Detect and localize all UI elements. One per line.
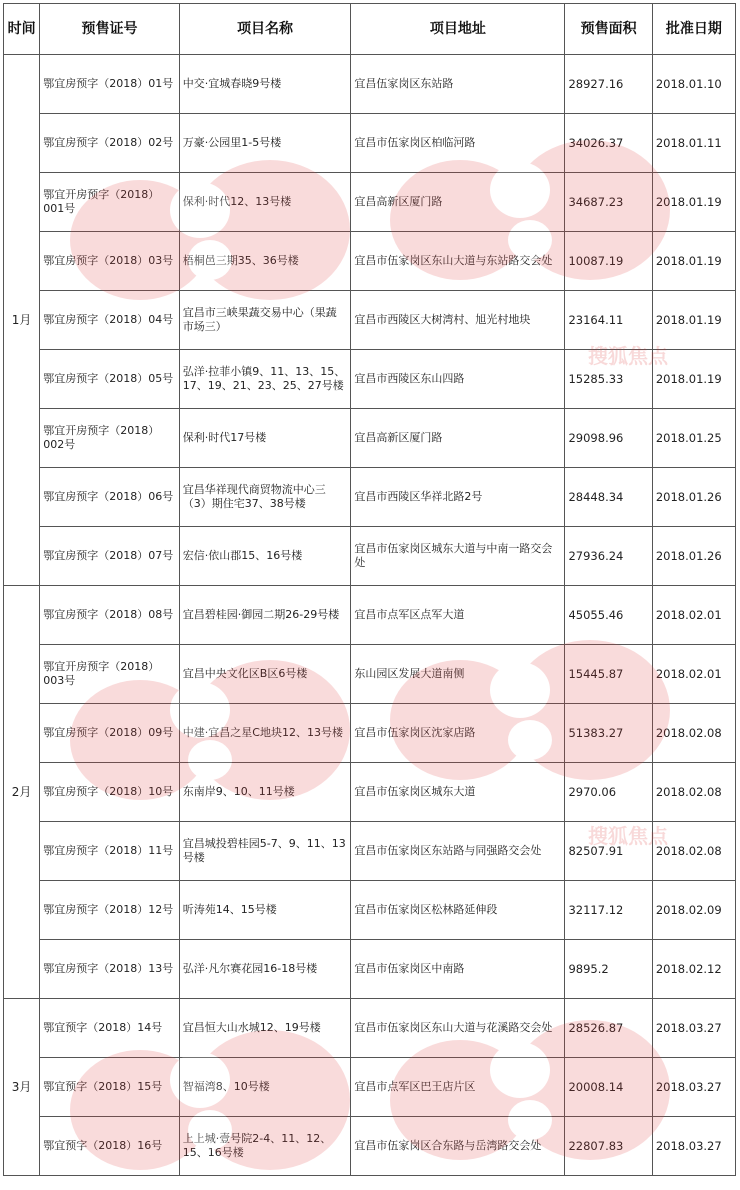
header-project-address: 项目地址: [351, 4, 565, 55]
table-row: [4, 350, 736, 409]
project-name-cell: 中建·宜昌之星C地块12、13号楼: [179, 704, 351, 763]
presale-area-cell: 32117.12: [565, 881, 652, 940]
cert-no-cell: 鄂宜房预字（2018）01号: [40, 55, 180, 114]
project-address-cell: 宜昌市伍家岗区合东路与岳湾路交会处: [351, 1117, 565, 1176]
presale-area-cell: 34026.37: [565, 114, 652, 173]
project-name-cell: 东南岸9、10、11号楼: [179, 763, 351, 822]
project-address-cell: 宜昌市点军区巴王店片区: [351, 1058, 565, 1117]
approval-date-cell: 2018.03.27: [652, 1058, 735, 1117]
approval-date-cell: 2018.01.25: [652, 409, 735, 468]
table-row: [4, 704, 736, 763]
project-address-cell: 宜昌市西陵区华祥北路2号: [351, 468, 565, 527]
approval-date-cell: 2018.01.26: [652, 527, 735, 586]
watermark-text: 搜狐焦点: [588, 344, 668, 368]
project-address-cell: 宜昌市伍家岗区城东大道: [351, 763, 565, 822]
cert-no-cell: 鄂宜房预字（2018）05号: [40, 350, 180, 409]
presale-area-cell: 15445.87: [565, 645, 652, 704]
project-name-cell: 上上城·壹号院2-4、11、12、15、16号楼: [179, 1117, 351, 1176]
presale-area-cell: 22807.83: [565, 1117, 652, 1176]
watermark-text: 搜狐焦点: [588, 824, 668, 848]
cert-no-cell: 鄂宜房预字（2018）11号: [40, 822, 180, 881]
presale-area-cell: 15285.33: [565, 350, 652, 409]
project-name-cell: 宜昌市三峡果蔬交易中心（果蔬市场三）: [179, 291, 351, 350]
project-address-cell: 宜昌伍家岗区东站路: [351, 55, 565, 114]
table-row: [4, 822, 736, 881]
project-address-cell: 宜昌市西陵区大树湾村、旭光村地块: [351, 291, 565, 350]
month-cell: 1月: [4, 55, 40, 586]
approval-date-cell: 2018.01.26: [652, 468, 735, 527]
project-name-cell: 中交·宜城春晓9号楼: [179, 55, 351, 114]
table-row: [4, 409, 736, 468]
project-name-cell: 梧桐邑三期35、36号楼: [179, 232, 351, 291]
cert-no-cell: 鄂宜房预字（2018）07号: [40, 527, 180, 586]
project-name-cell: 弘洋·凡尔赛花园16-18号楼: [179, 940, 351, 999]
approval-date-cell: 2018.02.08: [652, 704, 735, 763]
approval-date-cell: 2018.01.19: [652, 232, 735, 291]
header-approval-date: 批准日期: [652, 4, 735, 55]
project-address-cell: 宜昌市伍家岗区东站路与同强路交会处: [351, 822, 565, 881]
project-address-cell: 宜昌市伍家岗区沈家店路: [351, 704, 565, 763]
presale-area-cell: 51383.27: [565, 704, 652, 763]
presale-area-cell: 29098.96: [565, 409, 652, 468]
presale-area-cell: 20008.14: [565, 1058, 652, 1117]
header-project-name: 项目名称: [179, 4, 351, 55]
cert-no-cell: 鄂宜开房预字（2018）002号: [40, 409, 180, 468]
approval-date-cell: 2018.01.10: [652, 55, 735, 114]
cert-no-cell: 鄂宜房预字（2018）03号: [40, 232, 180, 291]
project-name-cell: 弘洋·拉菲小镇9、11、13、15、17、19、21、23、25、27号楼: [179, 350, 351, 409]
table-row: [4, 586, 736, 645]
project-address-cell: 宜昌市伍家岗区城东大道与中南一路交会处: [351, 527, 565, 586]
cert-no-cell: 鄂宜开房预字（2018）001号: [40, 173, 180, 232]
project-name-cell: 宜昌中央文化区B区6号楼: [179, 645, 351, 704]
cert-no-cell: 鄂宜房预字（2018）02号: [40, 114, 180, 173]
cert-no-cell: 鄂宜房预字（2018）12号: [40, 881, 180, 940]
cert-no-cell: 鄂宜房预字（2018）09号: [40, 704, 180, 763]
project-address-cell: 宜昌市点军区点军大道: [351, 586, 565, 645]
project-address-cell: 宜昌高新区厦门路: [351, 173, 565, 232]
project-name-cell: 保利·时代12、13号楼: [179, 173, 351, 232]
table-row: [4, 763, 736, 822]
presale-area-cell: 45055.46: [565, 586, 652, 645]
approval-date-cell: 2018.02.01: [652, 645, 735, 704]
header-presale-area: 预售面积: [565, 4, 652, 55]
table-row: [4, 468, 736, 527]
presale-area-cell: 34687.23: [565, 173, 652, 232]
table-row: [4, 114, 736, 173]
project-name-cell: 宜昌华祥现代商贸物流中心三（3）期住宅37、38号楼: [179, 468, 351, 527]
header-cert-no: 预售证号: [40, 4, 180, 55]
project-address-cell: 东山园区发展大道南侧: [351, 645, 565, 704]
presale-area-cell: 27936.24: [565, 527, 652, 586]
project-address-cell: 宜昌市伍家岗区东山大道与东站路交会处: [351, 232, 565, 291]
project-address-cell: 宜昌市伍家岗区柏临河路: [351, 114, 565, 173]
table-row: [4, 940, 736, 999]
presale-permit-table: [3, 3, 736, 1176]
presale-area-cell: 10087.19: [565, 232, 652, 291]
approval-date-cell: 2018.02.08: [652, 763, 735, 822]
cert-no-cell: 鄂宜预字（2018）15号: [40, 1058, 180, 1117]
presale-area-cell: 28526.87: [565, 999, 652, 1058]
presale-area-cell: 2970.06: [565, 763, 652, 822]
month-cell: 3月: [4, 999, 40, 1176]
approval-date-cell: 2018.02.12: [652, 940, 735, 999]
project-name-cell: 智福湾8、10号楼: [179, 1058, 351, 1117]
presale-area-cell: 23164.11: [565, 291, 652, 350]
presale-area-cell: 28927.16: [565, 55, 652, 114]
cert-no-cell: 鄂宜房预字（2018）10号: [40, 763, 180, 822]
project-name-cell: 宜昌城投碧桂园5-7、9、11、13号楼: [179, 822, 351, 881]
presale-area-cell: 9895.2: [565, 940, 652, 999]
table-row: [4, 1117, 736, 1176]
header-row: [4, 4, 736, 55]
presale-table-wrapper: [3, 3, 736, 1176]
approval-date-cell: 2018.03.27: [652, 1117, 735, 1176]
cert-no-cell: 鄂宜预字（2018）14号: [40, 999, 180, 1058]
header-time: 时间: [4, 4, 40, 55]
cert-no-cell: 鄂宜房预字（2018）13号: [40, 940, 180, 999]
approval-date-cell: 2018.02.08: [652, 822, 735, 881]
project-address-cell: 宜昌市伍家岗区松林路延伸段: [351, 881, 565, 940]
approval-date-cell: 2018.01.19: [652, 173, 735, 232]
approval-date-cell: 2018.02.09: [652, 881, 735, 940]
project-address-cell: 宜昌市西陵区东山四路: [351, 350, 565, 409]
project-name-cell: 宏信·依山郡15、16号楼: [179, 527, 351, 586]
table-row: [4, 999, 736, 1058]
cert-no-cell: 鄂宜预字（2018）16号: [40, 1117, 180, 1176]
project-name-cell: 宜昌碧桂园·御园二期26-29号楼: [179, 586, 351, 645]
table-row: [4, 527, 736, 586]
table-row: [4, 232, 736, 291]
project-address-cell: 宜昌市伍家岗区中南路: [351, 940, 565, 999]
project-name-cell: 保利·时代17号楼: [179, 409, 351, 468]
approval-date-cell: 2018.02.01: [652, 586, 735, 645]
project-name-cell: 听涛苑14、15号楼: [179, 881, 351, 940]
cert-no-cell: 鄂宜开房预字（2018）003号: [40, 645, 180, 704]
presale-area-cell: 82507.91: [565, 822, 652, 881]
table-row: [4, 173, 736, 232]
cert-no-cell: 鄂宜房预字（2018）08号: [40, 586, 180, 645]
table-row: [4, 291, 736, 350]
project-address-cell: 宜昌市伍家岗区东山大道与花溪路交会处: [351, 999, 565, 1058]
presale-area-cell: 28448.34: [565, 468, 652, 527]
table-row: [4, 881, 736, 940]
table-row: [4, 55, 736, 114]
approval-date-cell: 2018.01.11: [652, 114, 735, 173]
project-name-cell: 万豪·公园里1-5号楼: [179, 114, 351, 173]
table-row: [4, 645, 736, 704]
approval-date-cell: 2018.01.19: [652, 350, 735, 409]
approval-date-cell: 2018.03.27: [652, 999, 735, 1058]
approval-date-cell: 2018.01.19: [652, 291, 735, 350]
table-row: [4, 1058, 736, 1117]
project-address-cell: 宜昌高新区厦门路: [351, 409, 565, 468]
project-name-cell: 宜昌恒大山水城12、19号楼: [179, 999, 351, 1058]
cert-no-cell: 鄂宜房预字（2018）04号: [40, 291, 180, 350]
cert-no-cell: 鄂宜房预字（2018）06号: [40, 468, 180, 527]
month-cell: 2月: [4, 586, 40, 999]
table-body: [4, 55, 736, 1176]
